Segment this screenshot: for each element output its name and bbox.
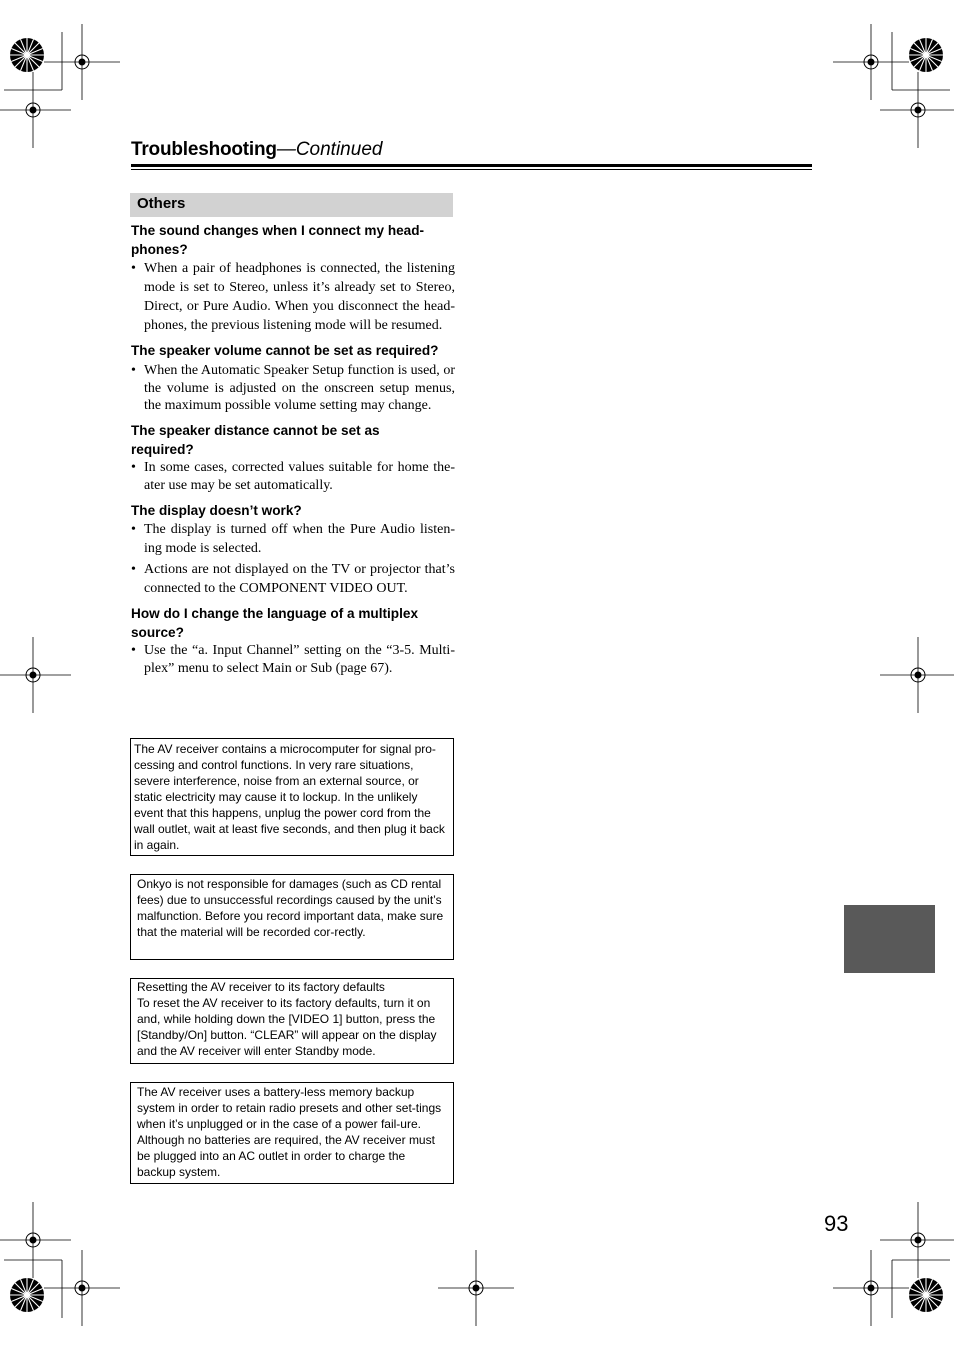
faq-answer-5: • Use the “a. Input Channel” setting on the “3-5. Multi-plex” menu to select Main or Sub (page 67). — [131, 642, 455, 676]
bullet-icon: • — [131, 642, 136, 658]
page-subtitle: —Continued — [276, 139, 383, 160]
bullet-icon: • — [131, 521, 136, 537]
header-rule-thin — [131, 169, 812, 170]
page-header — [131, 139, 812, 173]
note-liability-text: Onkyo is not responsible for damages (such as CD rental fees) due to unsuccessful recordings caused by the unit’s malfunction. Before you record important data, make sure that the material will be recorded cor-rectly. — [137, 877, 444, 939]
note-liability — [130, 874, 454, 960]
bullet-icon: • — [131, 561, 136, 577]
faq-answer-4a: • The display is turned off when the Pure Audio listen-ing mode is selected. — [131, 521, 455, 556]
section-heading-bar — [130, 193, 453, 217]
page-number: 93 — [824, 1211, 849, 1236]
note-memory-backup-text: The AV receiver uses a battery-less memory backup system in order to retain radio presets and other set-tings when it’s unplugged or in the case of a power fail-ure. Although no batteries are required, the AV receiver must be plugged into an AC outlet in order to charge the backup system. — [137, 1085, 442, 1179]
faq-answer-2: • When the Automatic Speaker Setup function is used, or the volume is adjusted on the onscreen setup menus, the maximum possible volume setting may change. — [131, 363, 455, 413]
note-microcomputer-text: The AV receiver contains a microcomputer for signal pro-cessing and control functions. In very rare situations, severe interference, noise from an external source, or static electricity may cause it to lockup. In the unlikely event that this happens, unplug the power cord from the wall outlet, wait at least five seconds, and then plug it back in again. — [134, 742, 445, 852]
faq-question-2: The speaker volume cannot be set as required? — [131, 343, 439, 358]
faq-question-1: The sound changes when I connect my head- phones? — [131, 223, 425, 257]
page-title: Troubleshooting — [131, 139, 277, 160]
header-rule-thick — [131, 164, 812, 167]
faq-answer-3: • In some cases, corrected values suitable for home the-ater use may be set automatically. — [131, 459, 455, 493]
faq-answer-1: • When a pair of headphones is connected, the listening mode is set to Stereo, unless it’s already set to Stereo, Direct, or Pure Audio. When you disconnect the head-phones, the previous listening mode will be resumed. — [131, 261, 455, 333]
bullet-icon: • — [131, 261, 136, 276]
faq-question-4: The display doesn’t work? — [131, 502, 302, 518]
note-factory-reset — [130, 978, 454, 1064]
bullet-icon: • — [131, 363, 136, 378]
bullet-icon: • — [131, 459, 136, 475]
faq-question-5: How do I change the language of a multiplex source? — [131, 605, 419, 640]
faq-list — [131, 221, 455, 678]
note-memory-backup — [130, 1082, 454, 1184]
section-title: Others — [137, 195, 186, 212]
note-factory-reset-title: Resetting the AV receiver to its factory defaults — [137, 980, 385, 994]
faq-answer-4b: • Actions are not displayed on the TV or projector that’s connected to the COMPONENT VIDEO OUT. — [131, 561, 455, 596]
note-factory-reset-text: To reset the AV receiver to its factory defaults, turn it on and, while holding down the [VIDEO 1] button, press the [Standby/On] button. “CLEAR” will appear on the display and the AV receiver will enter Standby mode. — [137, 996, 437, 1058]
faq-question-3: The speaker distance cannot be set as required? — [131, 422, 380, 457]
note-microcomputer — [130, 738, 454, 856]
chapter-thumb-tab — [844, 905, 935, 973]
